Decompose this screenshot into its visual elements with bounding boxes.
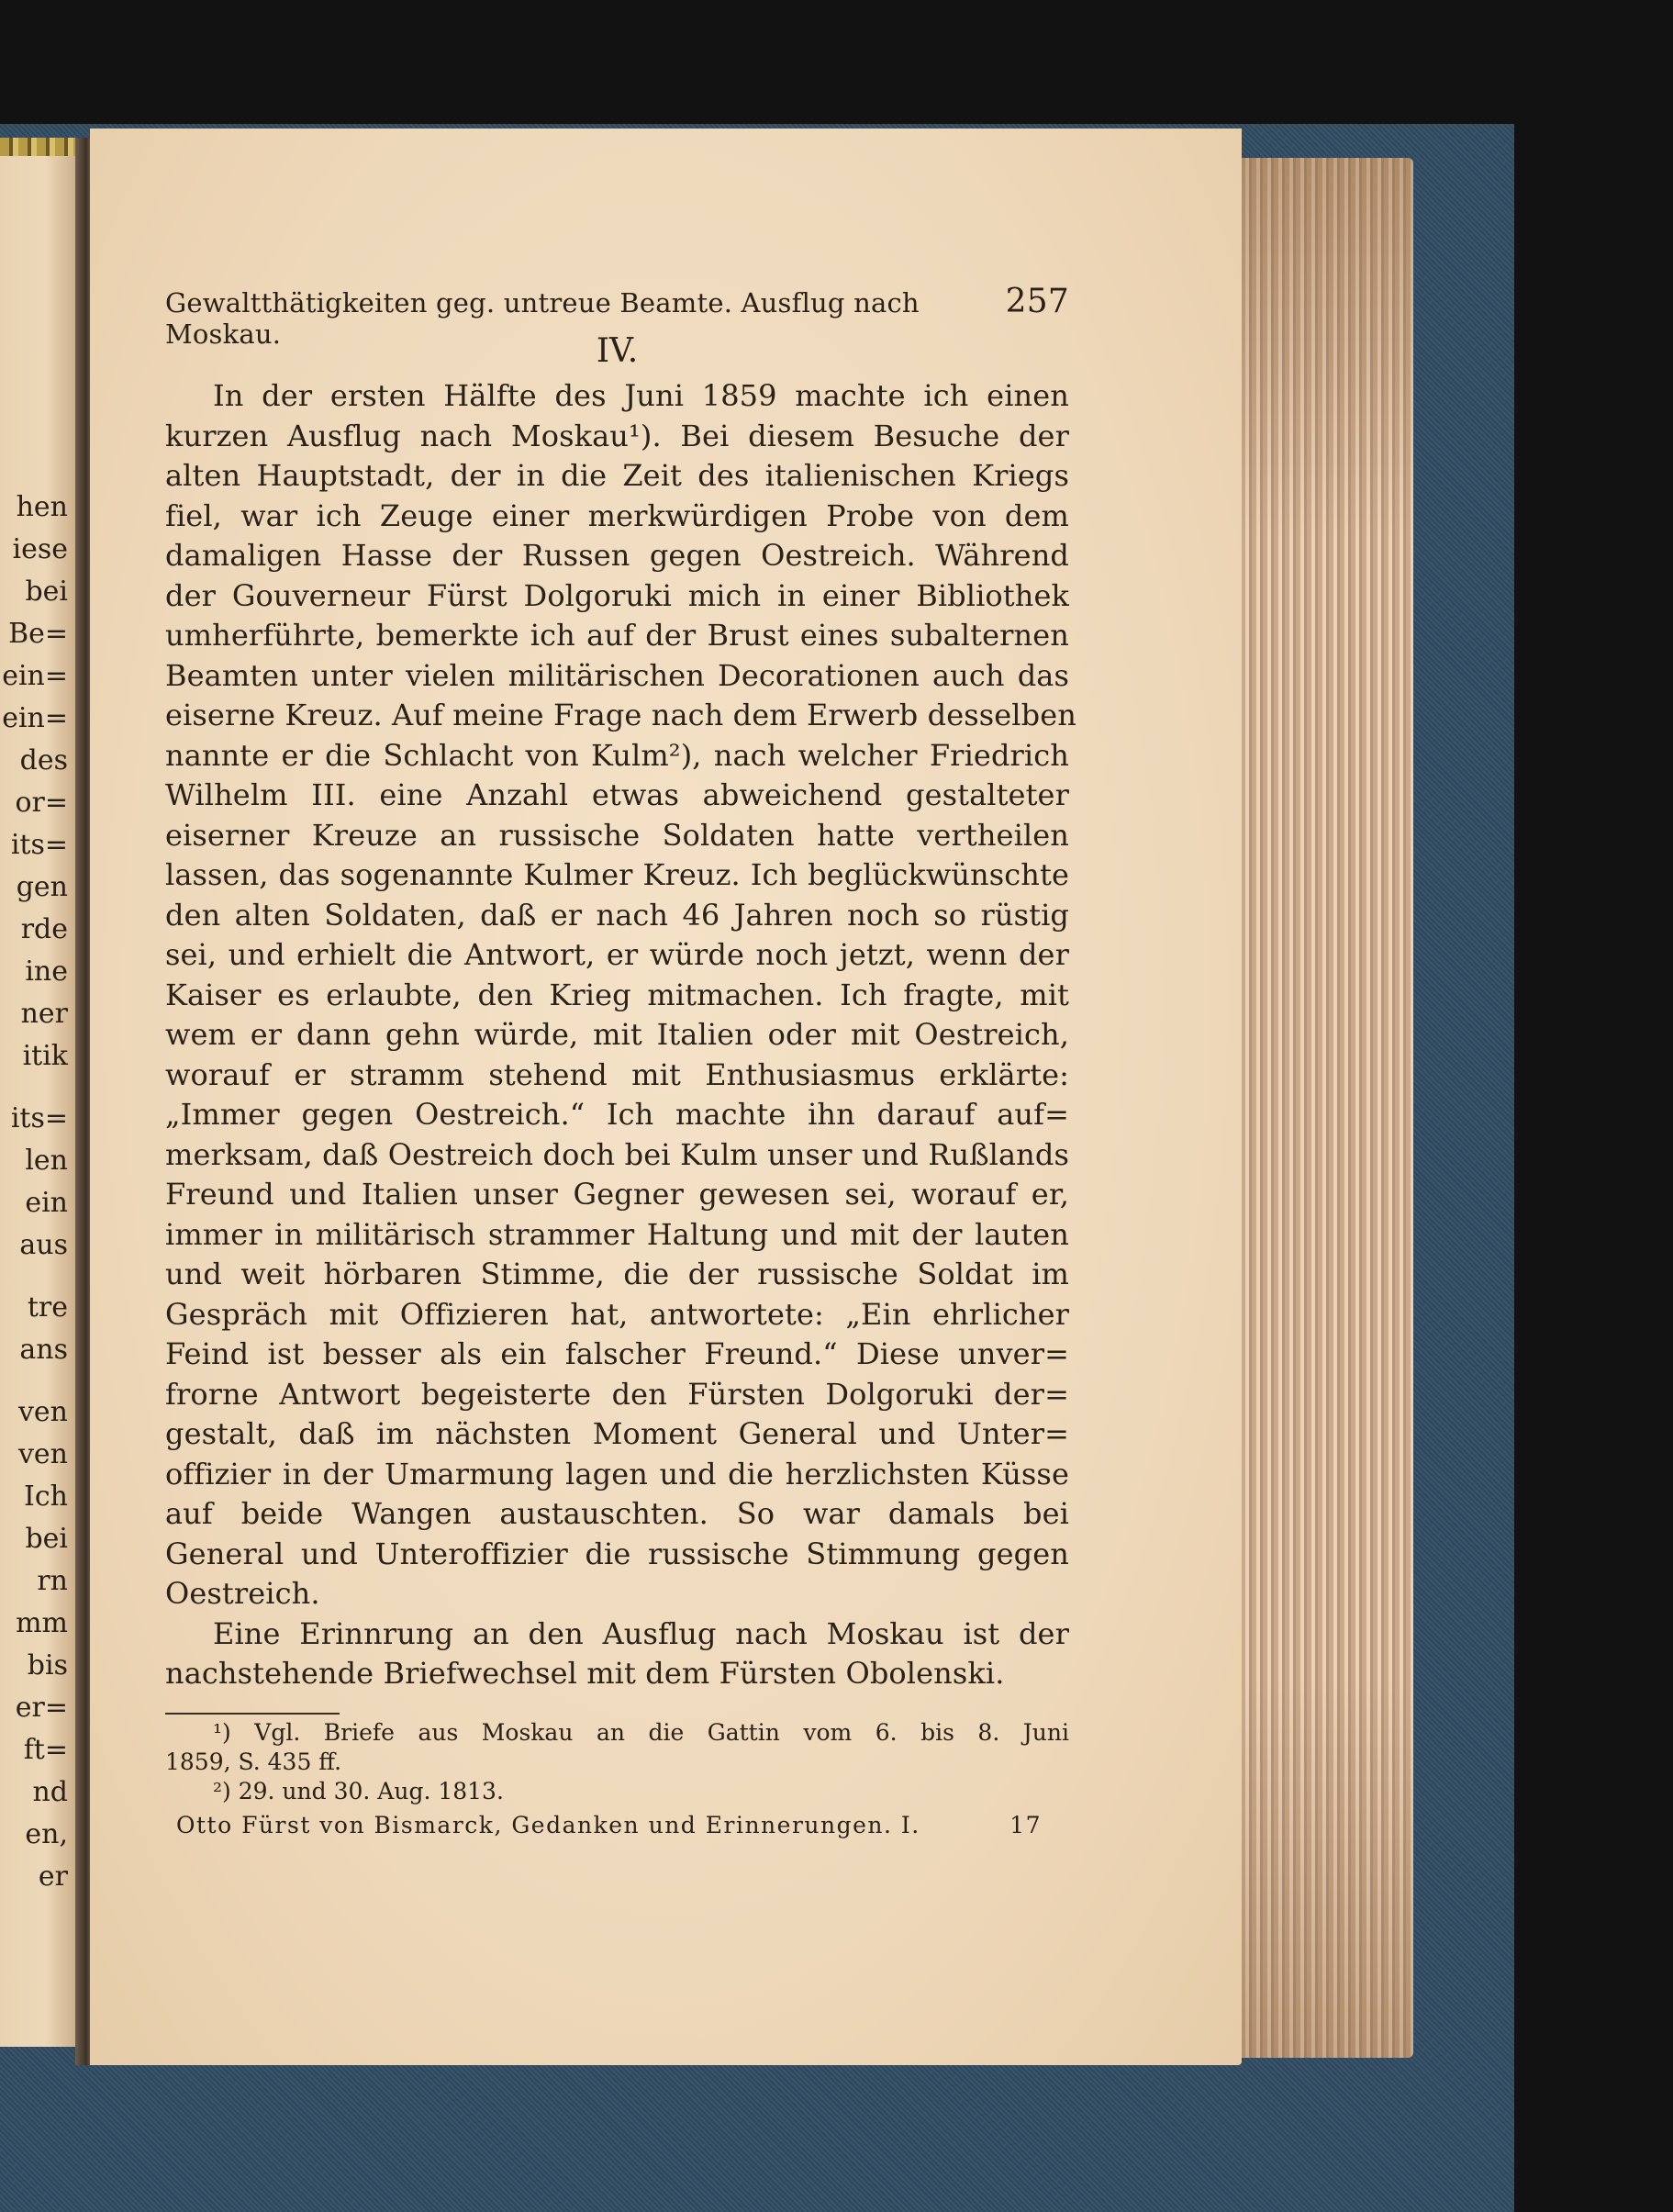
text-line: nachstehende Briefwechsel mit dem Fürsten Obolenski. xyxy=(165,1656,1005,1691)
left-page-fragment: tre xyxy=(27,1291,68,1324)
text-line: Feind ist besser als ein falscher Freund.“ Diese unver= xyxy=(165,1336,1069,1371)
left-page-fragment: er xyxy=(38,1860,68,1893)
text-line: Beamten unter vielen militärischen Decorationen auch das xyxy=(165,657,1069,693)
left-page-fragment: its= xyxy=(10,1102,68,1134)
left-page-fragment: ven xyxy=(17,1438,68,1470)
text-line: merksam, daß Oestreich doch bei Kulm unser und Rußlands xyxy=(165,1136,1069,1172)
text-line: und weit hörbaren Stimme, die der russische Soldat im xyxy=(165,1257,1069,1291)
footnote: ¹) Vgl. Briefe aus Moskau an die Gattin vom 6. bis 8. Juni xyxy=(213,1718,1069,1746)
text-line: Kaiser es erlaubte, den Krieg mitmachen. Ich fragte, mit xyxy=(165,977,1069,1012)
text-line: wem er dann gehn würde, mit Italien oder mit Oestreich, xyxy=(165,1017,1069,1052)
left-page-fragment: ein= xyxy=(2,702,68,734)
text-line: Oestreich. xyxy=(165,1576,320,1611)
left-page-fragment: ine xyxy=(25,955,68,988)
left-page-fragment: gen xyxy=(16,871,68,903)
text-line: den alten Soldaten, daß er nach 46 Jahren noch so rüstig xyxy=(165,897,1069,933)
text-line: eiserner Kreuze an russische Soldaten hatte vertheilen xyxy=(165,817,1069,853)
text-line: alten Hauptstadt, der in die Zeit des italienischen Kriegs xyxy=(165,458,1069,493)
text-line: General und Unteroffizier die russische Stimmung gegen xyxy=(165,1536,1069,1571)
section-heading: IV. xyxy=(596,332,639,370)
page-edges-shadow xyxy=(1230,158,1413,2058)
text-line: offizier in der Umarmung lagen und die herzlichsten Küsse xyxy=(165,1456,1069,1491)
left-page-fragment xyxy=(2,1267,73,1287)
left-page-fragment: bei xyxy=(25,575,68,608)
text-line: eiserne Kreuz. Auf meine Frage nach dem Erwerb desselben xyxy=(165,698,1076,732)
text-line: der Gouverneur Fürst Dolgoruki mich in einer Bibliothek xyxy=(165,577,1069,613)
footnote: 1859, S. 435 ff. xyxy=(165,1748,342,1775)
left-page-fragment: ft= xyxy=(23,1734,68,1766)
left-page-fragment: or= xyxy=(15,787,68,819)
left-page-fragment: Be= xyxy=(8,618,68,650)
sheet-number: 17 xyxy=(1009,1811,1042,1838)
left-page-fragment: its= xyxy=(10,829,68,861)
text-line: nannte er die Schlacht von Kulm²), nach welcher Friedrich xyxy=(165,737,1069,773)
left-page-fragment: bei xyxy=(25,1523,68,1555)
left-page-fragments xyxy=(2,486,73,1898)
text-line: frorne Antwort begeisterte den Fürsten Dolgoruki der= xyxy=(165,1376,1069,1412)
text-line: immer in militärisch strammer Haltung und mit der lauten xyxy=(165,1216,1069,1252)
text-line: Wilhelm III. eine Anzahl etwas abweichend gestalteter xyxy=(165,777,1069,812)
footnotes xyxy=(165,1718,1069,1806)
text-line: worauf er stramm stehend mit Enthusiasmus erklärte: xyxy=(165,1056,1069,1092)
left-page-fragment: mm xyxy=(16,1607,68,1639)
text-line: kurzen Ausflug nach Moskau¹). Bei diesem Besuche der xyxy=(165,418,1069,453)
left-page-fragment: nd xyxy=(32,1776,68,1808)
text-line: In der ersten Hälfte des Juni 1859 machte ich einen xyxy=(213,378,1069,413)
left-page-fragment: ans xyxy=(19,1334,68,1366)
left-page-fragment: en, xyxy=(25,1818,68,1850)
left-page-fragment: bis xyxy=(27,1649,68,1681)
left-page-fragment: er= xyxy=(15,1692,68,1724)
running-head-title: Gewaltthätigkeiten geg. untreue Beamte. Ausflug nach Moskau. xyxy=(165,287,920,350)
left-page-fragment: ein= xyxy=(2,660,68,692)
text-line: Freund und Italien unser Gegner gewesen sei, worauf er, xyxy=(165,1177,1069,1212)
text-line: umherführte, bemerkte ich auf der Brust eines subalternen xyxy=(165,618,1069,653)
signature-line xyxy=(165,1812,1069,1838)
left-page xyxy=(0,156,75,2047)
left-page-fragment: ven xyxy=(17,1396,68,1428)
left-page-fragment: Ich xyxy=(24,1480,68,1513)
body-text xyxy=(165,376,1076,1694)
text-line: Gespräch mit Offizieren hat, antwortete: „Ein ehrlicher xyxy=(165,1296,1069,1332)
footnote: ²) 29. und 30. Aug. 1813. xyxy=(213,1777,504,1804)
text-line: lassen, das sogenannte Kulmer Kreuz. Ich beglückwünschte xyxy=(165,857,1069,892)
left-page-fragment: itik xyxy=(22,1040,68,1072)
page-content xyxy=(165,283,1076,1838)
left-page-fragment: hen xyxy=(16,491,68,523)
text-line: damaligen Hasse der Russen gegen Oestreich. Während xyxy=(165,538,1069,573)
text-line: auf beide Wangen austauschten. So war damals bei xyxy=(165,1496,1069,1531)
left-page-fragment: aus xyxy=(19,1229,68,1261)
text-line: gestalt, daß im nächsten Moment General und Unter= xyxy=(165,1416,1069,1451)
left-page-fragment: rde xyxy=(20,913,68,945)
text-line: fiel, war ich Zeuge einer merkwürdigen Probe von dem xyxy=(165,497,1069,533)
text-line: sei, und erhielt die Antwort, er würde noch jetzt, wenn der xyxy=(165,937,1069,972)
left-page-fragment: des xyxy=(19,744,68,776)
left-page-fragment: iese xyxy=(12,533,68,565)
text-line: Eine Erinnrung an den Ausflug nach Moskau ist der xyxy=(213,1615,1069,1651)
left-page-fragment: ein xyxy=(25,1187,68,1219)
text-line: „Immer gegen Oestreich.“ Ich machte ihn darauf auf= xyxy=(165,1097,1069,1132)
footnote-rule xyxy=(165,1713,340,1715)
page-number: 257 xyxy=(1005,283,1069,320)
left-page-fragment: len xyxy=(25,1145,68,1177)
running-head xyxy=(165,283,1069,350)
left-page-fragment: ner xyxy=(20,998,68,1030)
left-page-fragment xyxy=(2,1371,73,1391)
left-page-fragment xyxy=(2,1078,73,1098)
left-page-fragment: rn xyxy=(37,1565,68,1597)
signature-text: Otto Fürst von Bismarck, Gedanken und Erinnerungen. I. xyxy=(176,1811,920,1838)
